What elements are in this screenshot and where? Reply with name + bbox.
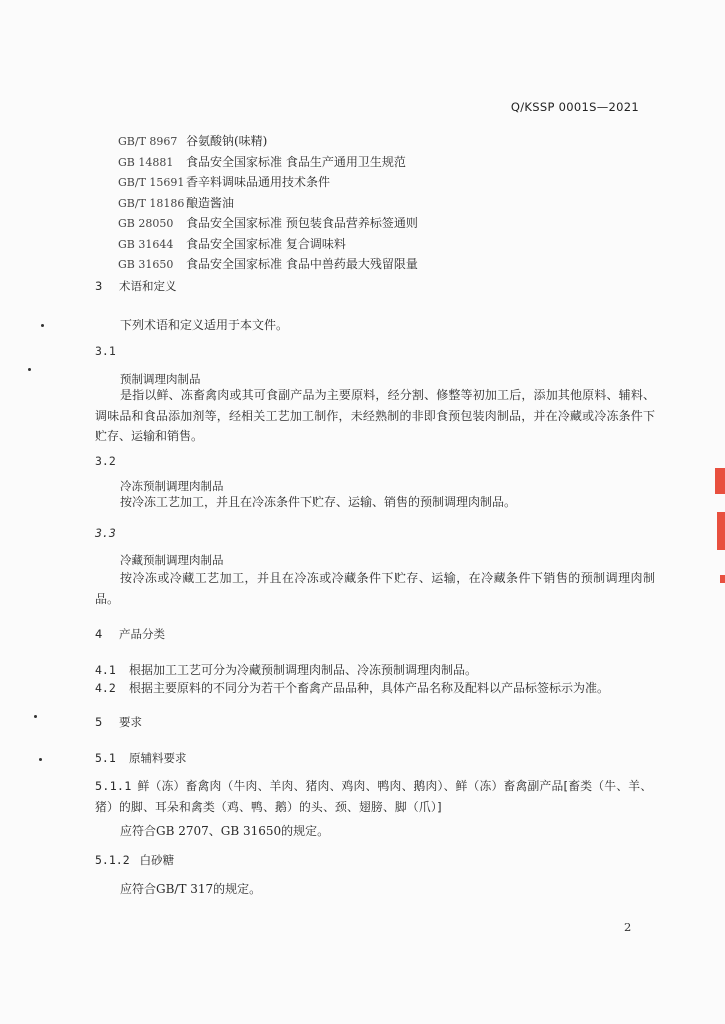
normative-references-list bbox=[118, 131, 418, 275]
classification-item: 4.1 根据加工工艺可分为冷藏预制调理肉制品、冷冻预制调理肉制品。 bbox=[95, 663, 478, 677]
requirement-heading-5-1-2: 5.1.2 白砂糖 bbox=[95, 853, 175, 867]
scan-speck bbox=[41, 324, 44, 327]
reference-item: GB/T 15691 香辛料调味品通用技术条件 bbox=[118, 175, 331, 189]
term-number: 3.2 bbox=[95, 454, 116, 468]
section-5-heading: 5 要求 bbox=[95, 715, 142, 729]
seal-edge bbox=[715, 468, 725, 494]
reference-item: GB 14881 食品安全国家标准 食品生产通用卫生规范 bbox=[118, 154, 406, 169]
scan-speck bbox=[34, 715, 37, 718]
page-number: 2 bbox=[624, 920, 632, 934]
term-definition: 按冷冻或冷藏工艺加工，并且在冷冻或冷藏条件下贮存、运输，在冷藏条件下销售的预制调理肉制品。 bbox=[95, 571, 655, 606]
term-name: 预制调理肉制品 bbox=[120, 372, 201, 386]
requirement-text: 应符合GB 2707、GB 31650的规定。 bbox=[120, 824, 330, 838]
requirement-heading-5-1-1: 5.1.1 鲜（冻）畜禽肉（牛肉、羊肉、猪肉、鸡肉、鸭肉、鹅肉）、鲜（冻）畜禽副产品[畜类（牛、羊、猪）的脚、耳朵和禽类（鸡、鸭、鹅）的头、颈、翅膀、脚（爪）] bbox=[95, 779, 653, 814]
document-code: Q/KSSP 0001S—2021 bbox=[510, 100, 639, 114]
reference-item: GB 31644 食品安全国家标准 复合调味料 bbox=[118, 236, 346, 251]
section-4-heading: 4 产品分类 bbox=[95, 627, 165, 641]
reference-item: GB 31650 食品安全国家标准 食品中兽药最大残留限量 bbox=[118, 257, 418, 271]
term-number: 3.3 bbox=[95, 526, 116, 540]
reference-item: GB 28050 食品安全国家标准 预包装食品营养标签通则 bbox=[118, 216, 418, 230]
term-definition: 是指以鲜、冻畜禽肉或其可食副产品为主要原料，经分割、修整等初加工后，添加其他原料、辅料、调味品和食品添加剂等，经相关工艺加工制作，未经熟制的非即食预包装肉制品，并在冷藏或冷冻条件下贮存、运输和销售。 bbox=[95, 388, 655, 443]
requirement-text: 应符合GB/T 317的规定。 bbox=[120, 882, 262, 896]
reference-item: GB/T 18186 酿造酱油 bbox=[118, 195, 235, 210]
reference-item: GB/T 8967 谷氨酸钠(味精) bbox=[118, 134, 268, 148]
seal-edge bbox=[717, 512, 725, 550]
subsection-5-1-heading: 5.1 原辅料要求 bbox=[95, 751, 187, 765]
scan-speck bbox=[39, 758, 42, 761]
section-3-intro: 下列术语和定义适用于本文件。 bbox=[120, 318, 289, 332]
classification-item: 4.2 根据主要原料的不同分为若干个畜禽产品品种，具体产品名称及配料以产品标签标示为准。 bbox=[95, 681, 610, 695]
term-name: 冷藏预制调理肉制品 bbox=[120, 553, 224, 567]
scan-speck bbox=[28, 368, 31, 371]
term-definition: 按冷冻工艺加工，并且在冷冻条件下贮存、运输、销售的预制调理肉制品。 bbox=[120, 495, 517, 509]
seal-edge bbox=[720, 575, 725, 583]
term-number: 3.1 bbox=[95, 344, 116, 358]
term-name: 冷冻预制调理肉制品 bbox=[120, 479, 224, 493]
section-3-heading: 3 术语和定义 bbox=[95, 279, 177, 293]
